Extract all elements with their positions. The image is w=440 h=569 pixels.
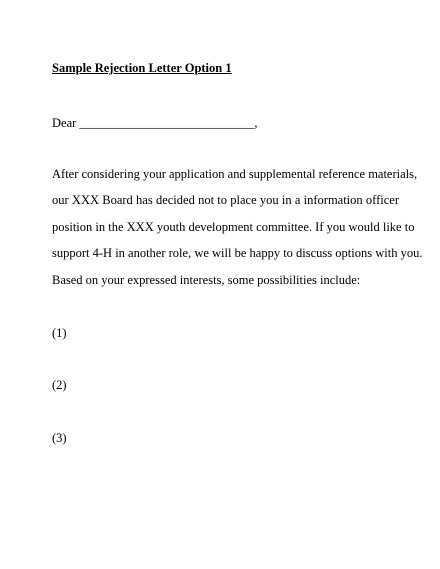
letter-title: Sample Rejection Letter Option 1 [52, 61, 232, 75]
body-line: support 4-H in another role, we will be happy to discuss options with you. [52, 246, 423, 260]
body-line: position in the XXX youth development committee. If you would like to [52, 220, 415, 234]
list-item-number: (3) [52, 431, 67, 445]
body-line: After considering your application and supplemental reference materials, [52, 167, 418, 181]
list-item-number: (2) [52, 378, 67, 392]
list-item-number: (1) [52, 326, 67, 340]
body-line: Based on your expressed interests, some possibilities include: [52, 273, 361, 287]
body-line: our XXX Board has decided not to place you in a information officer [52, 193, 399, 207]
salutation: Dear ____________________________, [52, 116, 258, 130]
